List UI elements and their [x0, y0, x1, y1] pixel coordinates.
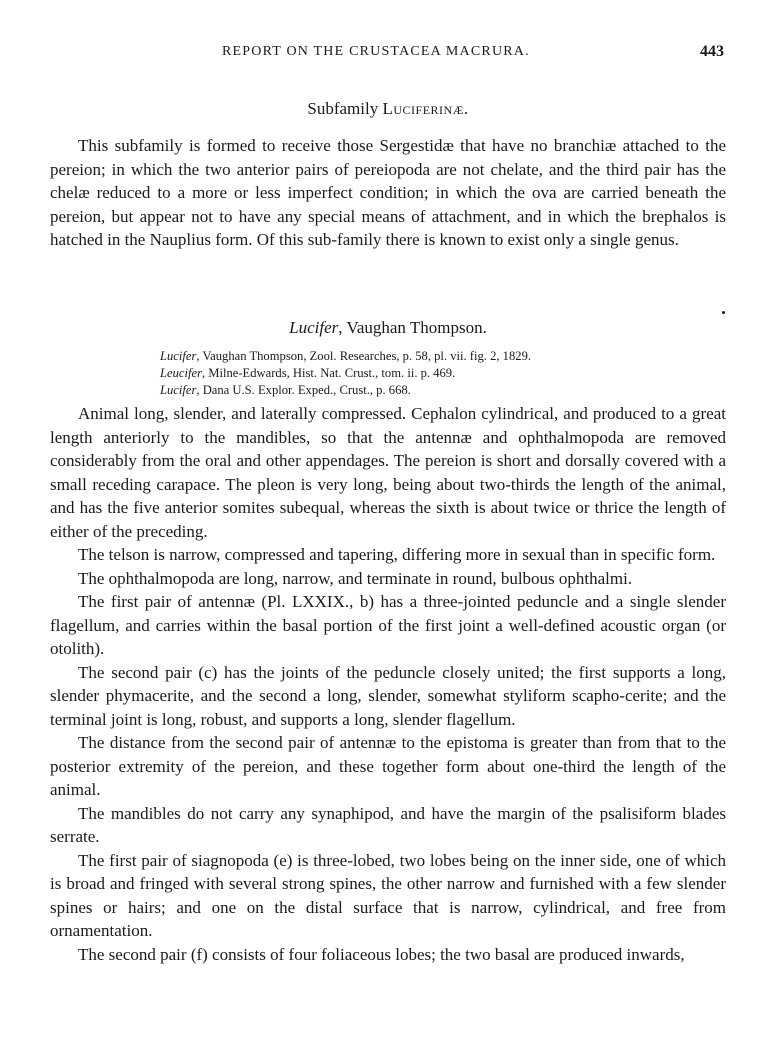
running-title: REPORT ON THE CRUSTACEA MACRURA. — [222, 44, 530, 59]
description-paragraph: The ophthalmopoda are long, narrow, and terminate in round, bulbous ophthalmi. — [78, 568, 633, 588]
synonymy-references — [160, 348, 680, 398]
reference-citation: , Dana U.S. Explor. Exped., Crust., p. 668. — [196, 382, 411, 397]
subfamily-prefix: Subfamily — [307, 99, 383, 118]
description-paragraph: The first pair of antennæ (Pl. LXXIX., b) has a three-jointed peduncle and a single slender flagellum, and carries within the basal portion of the first joint a well-defined acoustic organ (or otolith). — [50, 592, 726, 658]
reference-name: Lucifer — [160, 349, 197, 363]
description-paragraph: Animal long, slender, and laterally compressed. Cephalon cylindrical, and produced to a great length anteriorly to the mandibles, so that the antennæ and ophthalmopoda are removed considerably from the oral and other appendages. The pereion is short and dorsally covered with a small receding carapace. The pleon is very long, being about two-thirds the length of the animal, and has the five anterior somites subequal, whereas the sixth is about twice or thrice the length of either of the preceding. — [50, 404, 726, 541]
description-paragraph: The second pair (f) consists of four foliaceous lobes; the two basal are produced inwards, — [78, 944, 685, 964]
reference-item — [160, 365, 680, 382]
genus-description — [50, 402, 726, 966]
reference-citation: , Milne-Edwards, Hist. Nat. Crust., tom. ii. p. 469. — [201, 365, 456, 380]
genus-heading — [0, 318, 776, 338]
page-number: 443 — [700, 43, 724, 60]
description-paragraph: The telson is narrow, compressed and tapering, differing more in sexual than in specific form. — [78, 545, 716, 564]
description-paragraph: The distance from the second pair of antennæ to the epistoma is greater than from that to the posterior extremity of the pereion, and these together form about one-third the length of the animal. — [50, 733, 726, 799]
description-paragraph: The second pair (c) has the joints of the peduncle closely united; the first supports a long, slender phymacerite, and the second a long, slender, somewhat styliform scapho-cerite; and the terminal joint is long, robust, and supports a long, slender flagellum. — [50, 662, 726, 729]
subfamily-heading — [0, 99, 776, 119]
description-paragraph: The mandibles do not carry any synaphipod, and have the margin of the psalisiform blades serrate. — [50, 803, 726, 846]
reference-citation: , Vaughan Thompson, Zool. Researches, p. 58, pl. vii. fig. 2, 1829. — [196, 349, 532, 363]
genus-name: Lucifer — [289, 318, 339, 337]
reference-name: Leucifer — [160, 365, 202, 380]
running-head — [0, 44, 776, 66]
subfamily-name: Luciferinæ. — [382, 99, 469, 118]
intro-section — [50, 134, 726, 252]
reference-name: Lucifer — [160, 382, 197, 397]
intro-paragraph: This subfamily is formed to receive those Sergestidæ that have no branchiæ attached to the pereion; in which the two anterior pairs of pereiopoda are not chelate, and the third pair has the chelæ reduced to a more or less imperfect condition; in which the ova are carried beneath the pereion, but appear not to have any special means of attachment, and in which the brephalos is hatched in the Nauplius form. Of this sub-family there is known to exist only a single genus. — [50, 136, 726, 249]
genus-author: , Vaughan Thompson. — [338, 318, 487, 337]
reference-item — [160, 382, 680, 399]
description-paragraph: The first pair of siagnopoda (e) is three-lobed, two lobes being on the inner side, one of which is broad and fringed with several strong spines, the other narrow and furnished with a few slender spines or hairs; and one on the distal surface that is narrow, cylindrical, and free from ornamentation. — [50, 850, 726, 940]
reference-item — [160, 348, 680, 365]
print-mark — [722, 311, 725, 314]
